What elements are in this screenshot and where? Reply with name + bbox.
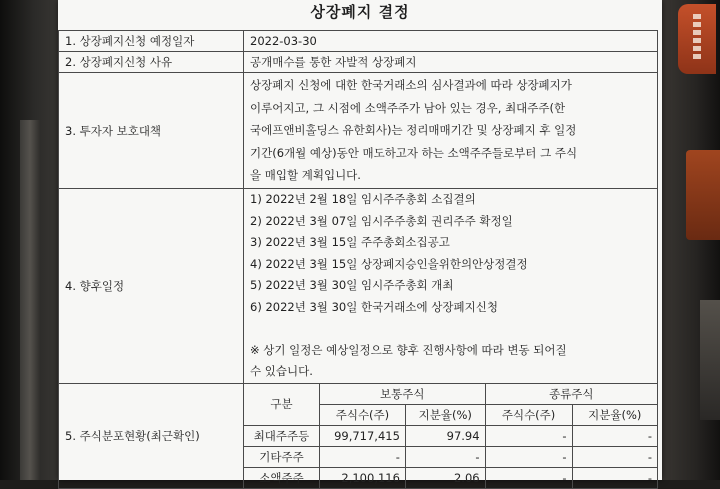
storefront-post: [700, 300, 720, 420]
document-title: 상장폐지 결정: [310, 3, 410, 21]
ratio-header: 지분율(%): [572, 404, 657, 425]
row-label: 1. 상장폐지신청 예정일자: [59, 31, 244, 52]
row-share-distribution: [59, 383, 658, 488]
storefront-lamp: [686, 150, 720, 240]
holder-name: 기타주주: [244, 446, 319, 467]
protection-line: 이루어지고, 그 시점에 소액주주가 남아 있는 경우, 최대주주(한: [250, 100, 566, 115]
row-label: 4. 향후일정: [59, 189, 244, 384]
background-left: [0, 0, 62, 480]
row-value: [244, 383, 658, 488]
shares-header: 주식수(주): [319, 404, 405, 425]
row-value: [244, 189, 658, 384]
disclosure-table: [58, 30, 658, 489]
header-row: [244, 384, 657, 405]
preferred-shares: -: [485, 425, 572, 446]
schedule-item: 1) 2022년 2월 18일 임시주주총회 소집결의: [250, 192, 476, 206]
background-pole: [20, 120, 40, 480]
row-value: 2022-03-30: [244, 31, 658, 52]
table-row: [244, 467, 657, 488]
schedule-note: ※ 상기 일정은 예상일정으로 향후 진행사항에 따라 변동 되어질: [250, 342, 567, 357]
schedule-item: 6) 2022년 3월 30일 한국거래소에 상장폐지신청: [250, 299, 498, 314]
schedule-item: 5) 2022년 3월 30일 임시주주총회 개최: [250, 278, 454, 292]
disclosure-document: [58, 0, 662, 485]
protection-line: 을 매입할 계획입니다.: [250, 168, 361, 183]
common-ratio: -: [405, 446, 485, 467]
row-label: 3. 투자자 보호대책: [59, 73, 244, 189]
preferred-shares: -: [485, 446, 572, 467]
row-delisting-date: [59, 31, 658, 52]
preferred-ratio: -: [572, 446, 657, 467]
schedule-item: 2) 2022년 3월 07일 임시주주총회 권리주주 확정일: [250, 213, 513, 228]
preferred-ratio: -: [572, 467, 657, 488]
shares-header: 주식수(주): [485, 404, 572, 425]
category-header: 구분: [244, 384, 319, 426]
schedule-note: 수 있습니다.: [250, 364, 313, 378]
protection-line: 기간(6개월 예상)동안 매도하고자 하는 소액주주들로부터 그 주식: [250, 145, 578, 160]
row-label: 2. 상장폐지신청 사유: [59, 52, 244, 73]
row-label: 5. 주식분포현황(최근확인): [59, 383, 244, 488]
row-value: 공개매수를 통한 자발적 상장폐지: [244, 52, 658, 73]
common-ratio: 97.94: [405, 425, 485, 446]
preferred-stock-header: 종류주식: [485, 384, 657, 405]
table-row: [244, 446, 657, 467]
background-right: [660, 0, 720, 480]
common-shares: 2,100,116: [319, 467, 405, 488]
row-delisting-reason: [59, 52, 658, 73]
protection-line: 국에프앤비홀딩스 유한회사)는 정리매매기간 및 상장폐지 후 일정: [250, 123, 577, 138]
common-shares: 99,717,415: [319, 425, 405, 446]
ratio-header: 지분율(%): [405, 404, 485, 425]
row-value: [244, 73, 658, 189]
holder-name: 소액주주: [244, 467, 319, 488]
row-schedule: [59, 189, 658, 384]
common-stock-header: 보통주식: [319, 384, 485, 405]
common-ratio: 2.06: [405, 467, 485, 488]
share-distribution-table: [244, 384, 657, 488]
schedule-item: 4) 2022년 3월 15일 상장폐지승인을위한의안상정결정: [250, 256, 528, 271]
holder-name: 최대주주등: [244, 425, 319, 446]
preferred-ratio: -: [572, 425, 657, 446]
protection-line: 상장폐지 신청에 대한 한국거래소의 심사결과에 따라 상장폐지가: [250, 78, 572, 93]
table-row: [244, 425, 657, 446]
common-shares: -: [319, 446, 405, 467]
storefront-sign: [678, 4, 716, 74]
schedule-item: 3) 2022년 3월 15일 주주총회소집공고: [250, 235, 450, 249]
row-investor-protection: [59, 73, 658, 189]
preferred-shares: -: [485, 467, 572, 488]
